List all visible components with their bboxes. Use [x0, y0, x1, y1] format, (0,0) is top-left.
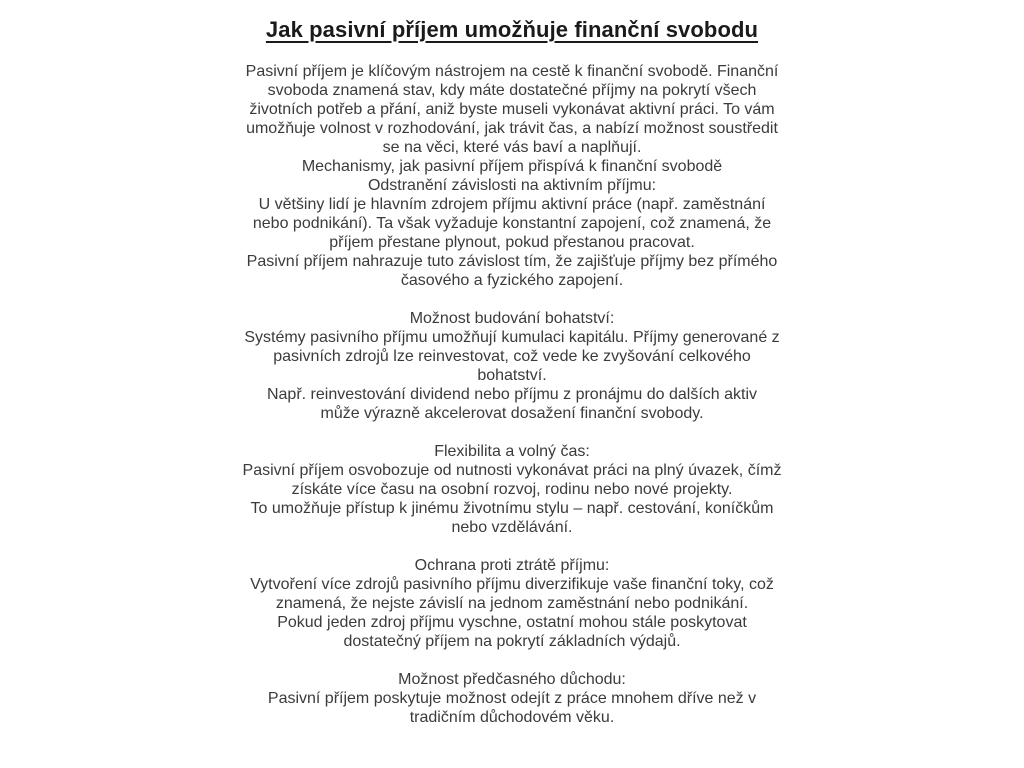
- text-line: bohatství.: [477, 367, 547, 384]
- text-line: Mechanismy, jak pasivní příjem přispívá k finanční svobodě: [301, 158, 723, 175]
- text-line: Pasivní příjem nahrazuje tuto závislost tím, že zajišťuje příjmy bez přímého: [246, 253, 778, 270]
- text-line: časového a fyzického zapojení.: [400, 272, 624, 289]
- paragraph: [182, 442, 842, 537]
- paragraph: [182, 309, 842, 423]
- paragraph: [182, 670, 842, 727]
- text-line: Systémy pasivního příjmu umožňují kumulaci kapitálu. Příjmy generované z: [244, 329, 780, 346]
- text-line: Flexibilita a volný čas:: [434, 443, 590, 460]
- text-line: nebo vzdělávání.: [451, 519, 573, 536]
- document-body: [182, 62, 842, 727]
- text-line: To umožňuje přístup k jinému životnímu stylu – např. cestování, koníčkům: [250, 500, 774, 517]
- text-line: znamená, že nejste závislí na jednom zaměstnání nebo podnikání.: [275, 595, 749, 612]
- text-line: tradičním důchodovém věku.: [409, 709, 615, 726]
- text-line: umožňuje volnost v rozhodování, jak trávit čas, a nabízí možnost soustředit: [246, 120, 778, 137]
- page-title: Jak pasivní příjem umožňuje finanční svobodu: [265, 17, 759, 42]
- text-line: dostatečný příjem na pokrytí základních výdajů.: [343, 633, 681, 650]
- text-line: Pokud jeden zdroj příjmu vyschne, ostatní mohou stále poskytovat: [277, 614, 747, 631]
- text-line: nebo podnikání). Ta však vyžaduje konstantní zapojení, což znamená, že: [252, 215, 772, 232]
- text-line: Možnost předčasného důchodu:: [398, 671, 626, 688]
- text-line: se na věci, které vás baví a naplňují.: [382, 139, 642, 156]
- text-line: Odstranění závislosti na aktivním příjmu:: [367, 177, 657, 194]
- text-line: Pasivní příjem osvobozuje od nutnosti vykonávat práci na plný úvazek, čímž: [242, 462, 782, 479]
- text-line: Pasivní příjem poskytuje možnost odejít z práce mnohem dříve než v: [267, 690, 757, 707]
- text-line: U většiny lidí je hlavním zdrojem příjmu aktivní práce (např. zaměstnání: [258, 196, 766, 213]
- text-line: Pasivní příjem je klíčovým nástrojem na cestě k finanční svobodě. Finanční: [245, 63, 779, 80]
- text-line: Vytvoření více zdrojů pasivního příjmu diverzifikuje vaše finanční toky, což: [250, 576, 774, 593]
- text-line: Možnost budování bohatství:: [409, 310, 615, 327]
- text-line: Ochrana proti ztrátě příjmu:: [414, 557, 610, 574]
- text-line: může výrazně akcelerovat dosažení finanční svobody.: [320, 405, 704, 422]
- text-line: svoboda znamená stav, kdy máte dostatečné příjmy na pokrytí všech: [267, 82, 757, 99]
- text-line: Např. reinvestování dividend nebo příjmu z pronájmu do dalších aktiv: [266, 386, 758, 403]
- text-line: příjem přestane plynout, pokud přestanou pracovat.: [329, 234, 695, 251]
- text-line: získáte více času na osobní rozvoj, rodinu nebo nové projekty.: [291, 481, 733, 498]
- text-line: životních potřeb a přání, aniž byste museli vykonávat aktivní práci. To vám: [249, 101, 775, 118]
- paragraph: [182, 556, 842, 651]
- text-line: pasivních zdrojů lze reinvestovat, což vede ke zvyšování celkového: [273, 348, 751, 365]
- paragraph: [182, 62, 842, 290]
- document-page: [182, 17, 842, 727]
